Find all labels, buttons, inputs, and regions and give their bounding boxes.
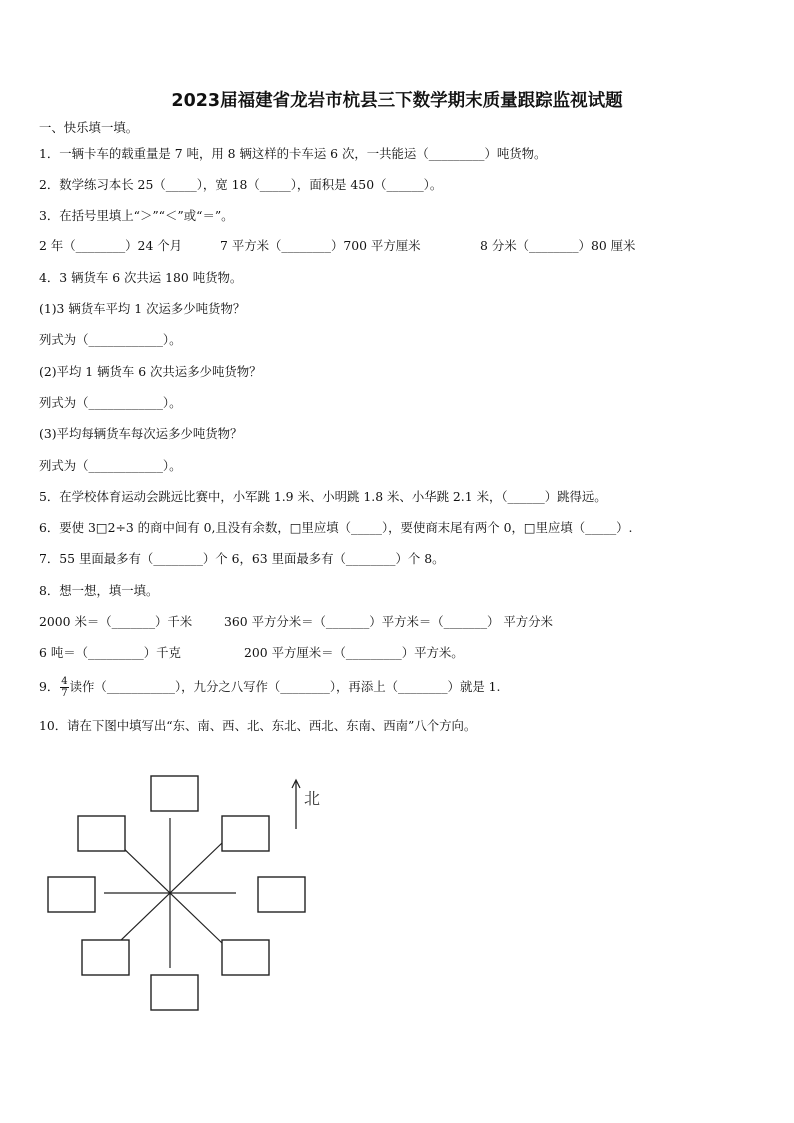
answer-box-right[interactable]: [258, 877, 305, 912]
answer-box-top[interactable]: [151, 776, 198, 811]
question-3: 3．在括号里填上“＞”“＜”或“＝”。: [39, 208, 234, 223]
question-2: 2．数学练习本长 25（_____），宽 18（_____），面积是 450（______）。: [39, 177, 443, 192]
question-8: 8．想一想，填一填。: [39, 583, 159, 598]
question-3-item-3: 8 分米（________）80 厘米: [480, 238, 636, 253]
section-heading: 一、快乐填一填。: [39, 120, 139, 135]
question-4-part-3: (3)平均每辆货车每次运多少吨货物？: [39, 426, 243, 441]
page-title: 2023届福建省龙岩市杭县三下数学期末质量跟踪监视试题: [171, 91, 623, 111]
north-indicator: [292, 780, 320, 829]
question-10: 10．请在下图中填写出“东、南、西、北、东北、西北、东南、西南”八个方向。: [39, 718, 477, 733]
question-7: 7．55 里面最多有（________）个 6，63 里面最多有（________）个 8。: [39, 551, 445, 566]
question-8-item-4: 200 平方厘米＝（_________）平方米。: [244, 645, 464, 660]
answer-box-left[interactable]: [48, 877, 95, 912]
fraction-denominator: 7: [61, 688, 68, 699]
question-3-item-2: 7 平方米（________）700 平方厘米: [220, 238, 421, 253]
north-label: 北: [304, 789, 321, 808]
question-9-text: 读作（___________），九分之八写作（________），再添上（________）就是 1.: [69, 679, 501, 694]
answer-box-top-left[interactable]: [78, 816, 125, 851]
answer-box-bottom-right[interactable]: [222, 940, 269, 975]
answer-box-bottom[interactable]: [151, 975, 198, 1010]
question-8-item-1: 2000 米＝（_______）千米: [39, 614, 193, 629]
question-6: 6．要使 3□2÷3 的商中间有 0,且没有余数，□里应填（_____），要使商末尾有两个 0，□里应填（_____）.: [39, 520, 633, 535]
question-9-number: 9．: [39, 679, 60, 694]
question-4-part-3-answer: 列式为（____________）。: [39, 458, 182, 473]
question-8-item-3: 6 吨＝（_________）千克: [39, 645, 181, 660]
fraction-numerator: 4: [61, 676, 68, 687]
question-8-item-2: 360 平方分米＝（_______）平方米＝（_______） 平方分米: [224, 614, 553, 629]
question-4-part-1: (1)3 辆货车平均 1 次运多少吨货物？: [39, 301, 246, 316]
question-4-part-2-answer: 列式为（____________）。: [39, 395, 182, 410]
question-3-item-1: 2 年（________）24 个月: [39, 238, 183, 253]
answer-box-bottom-left[interactable]: [82, 940, 129, 975]
answer-box-top-right[interactable]: [222, 816, 269, 851]
question-4-part-1-answer: 列式为（____________）。: [39, 332, 182, 347]
question-1: 1．一辆卡车的载重量是 7 吨，用 8 辆这样的卡车运 6 次，一共能运（_________）吨货物。: [39, 146, 547, 161]
question-4: 4．3 辆货车 6 次共运 180 吨货物。: [39, 270, 243, 285]
question-4-part-2: (2)平均 1 辆货车 6 次共运多少吨货物？: [39, 364, 262, 379]
question-5: 5．在学校体育运动会跳远比赛中，小军跳 1.9 米、小明跳 1.8 米、小华跳 2.1 米，（______）跳得远。: [39, 489, 607, 504]
